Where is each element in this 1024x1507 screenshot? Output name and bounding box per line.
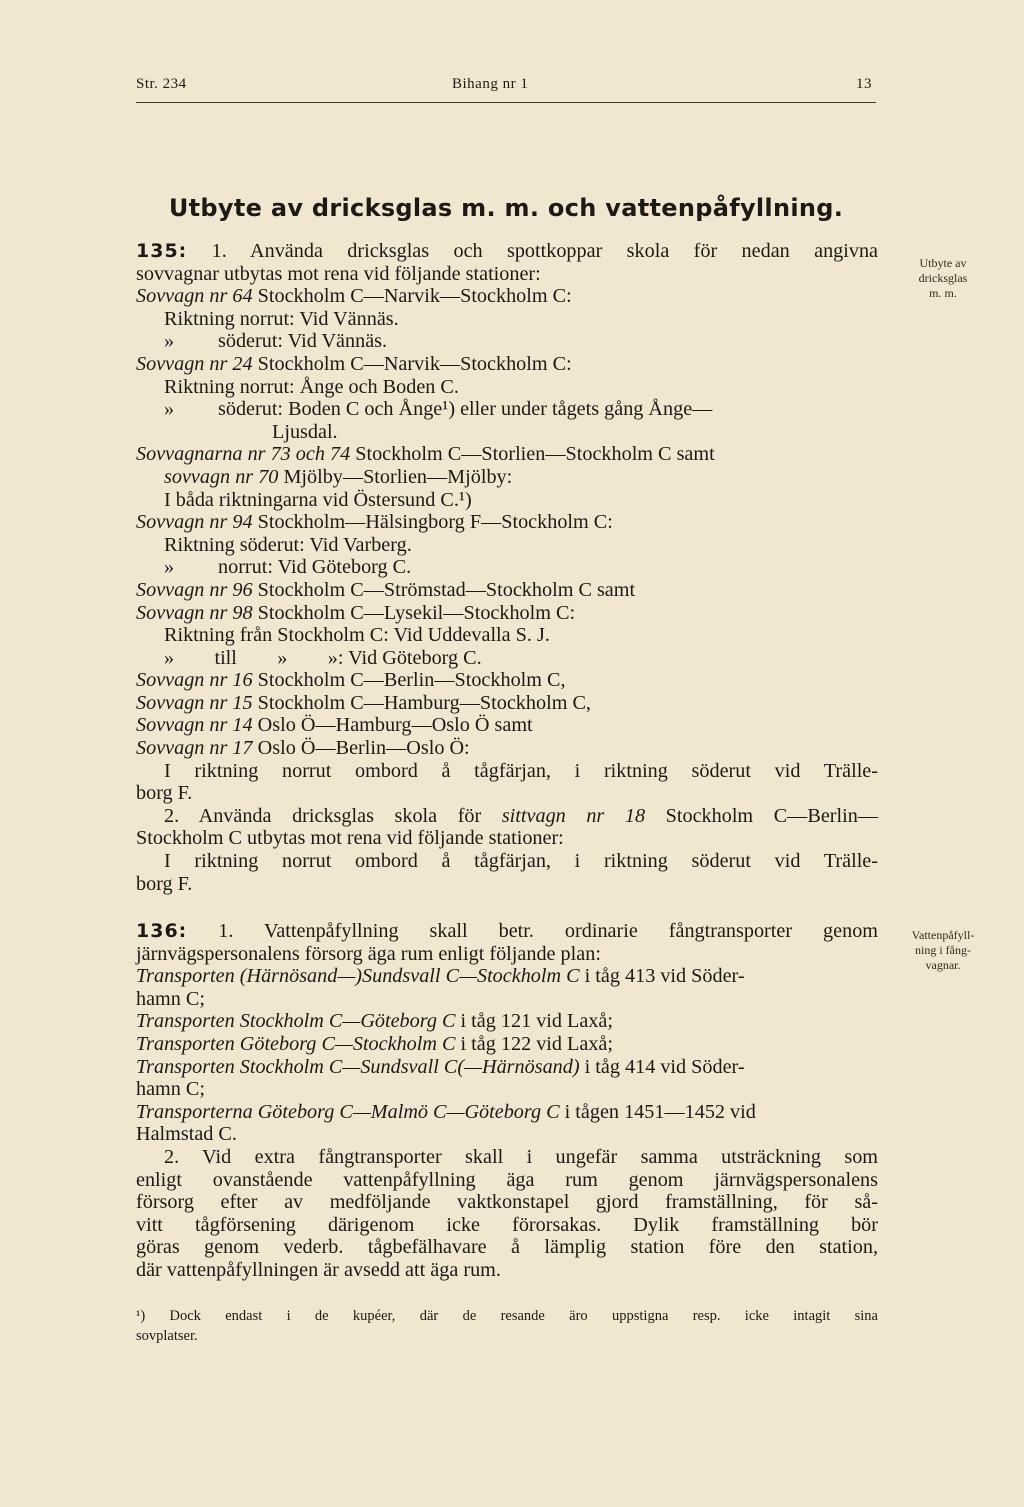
s135-route: Sovvagn nr 96 Stockholm C—Strömstad—Stockholm C samt [136,578,636,601]
s136-line: hamn C; [136,987,205,1010]
s136-line: där vattenpåfyllningen är avsedd att äga rum. [136,1258,501,1281]
s136-line: järnvägspersonalens försorg äga rum enligt följande plan: [136,942,601,965]
margin-note-135: Utbyte av dricksglas m. m. [918,256,968,300]
s136-transport: Transporten Göteborg C—Stockholm C i tåg 122 vid Laxå; [136,1032,614,1055]
s135-direction: » norrut: Vid Göteborg C. [164,556,412,579]
header-rule [136,102,876,103]
section-136 [136,920,878,1282]
s135-line: 135: 1. Använda dricksglas och spottkoppar skola för nedan angivna [136,240,879,262]
s136-transport: Transporten (Härnösand—)Sundsvall C—Stockholm C i tåg 413 vid Söder- [136,965,745,988]
s135-direction: Riktning från Stockholm C: Vid Uddevalla S. J. [164,624,550,647]
s135-direction: Riktning söderut: Vid Varberg. [164,533,412,556]
s136-paragraph-2: 2. Vid extra fångtransporter skall i ungefär samma utsträckning som [164,1145,878,1168]
s136-line: göras genom vederb. tågbefälhavare å lämplig station före den station, [136,1236,878,1259]
s135-route: Sovvagn nr 16 Stockholm C—Berlin—Stockholm C, [136,669,566,692]
s135-direction: I riktning norrut ombord å tågfärjan, i riktning söderut vid Trälle- [164,759,878,782]
s135-direction: I båda riktningarna vid Östersund C.¹) [164,488,472,511]
section-number: 135: [136,240,188,262]
header-left: Str. 234 [136,76,187,92]
s135-direction: » söderut: Boden C och Ånge¹) eller under tågets gång Ånge— [164,398,713,421]
s136-transport: Transporterna Göteborg C—Malmö C—Göteborg C i tågen 1451—1452 vid [136,1100,756,1123]
footnote: ¹) Dock endast i de kupéer, där de resande äro uppstigna resp. icke intagit sina sovplatser. [136,1308,878,1344]
page-number: 13 [856,76,872,92]
s135-route: Sovvagn nr 64 Stockholm C—Narvik—Stockholm C: [136,285,572,308]
header-center: Bihang nr 1 [452,76,529,92]
s136-line: enligt ovanstående vattenpåfyllning äga rum genom järnvägspersonalens [136,1168,878,1191]
s135-route: Sovvagn nr 24 Stockholm C—Narvik—Stockholm C: [136,352,572,375]
s135-route: Sovvagn nr 17 Oslo Ö—Berlin—Oslo Ö: [136,737,470,760]
section-135 [136,240,878,895]
s135-route: sovvagn nr 70 Mjölby—Storlien—Mjölby: [164,465,513,488]
s135-route: Sovvagnarna nr 73 och 74 Stockholm C—Storlien—Stockholm C samt [136,443,715,466]
s136-line: vitt tågförsening därigenom icke förorsakas. Dylik framställning bör [136,1213,878,1236]
s135-line: I riktning norrut ombord å tågfärjan, i riktning söderut vid Trälle- [164,850,878,873]
s135-direction: » till » »: Vid Göteborg C. [164,646,482,669]
s135-line: sovvagnar utbytas mot rena vid följande stationer: [136,262,541,285]
page-title: Utbyte av dricksglas m. m. och vattenpåfyllning. [168,194,844,222]
s136-line: försorg efter av medföljande vaktkonstapel gjord framställning, för så- [136,1191,878,1214]
s135-paragraph-2: 2. Använda dricksglas skola för sittvagn nr 18 Stockholm C—Berlin— [164,804,879,827]
s136-line: hamn C; [136,1078,205,1101]
s136-transport: Transporten Stockholm C—Sundsvall C(—Härnösand) i tåg 414 vid Söder- [136,1055,745,1078]
margin-note-136: Vattenpåfyll- ning i fång- vagnar. [911,928,975,972]
s135-line: borg F. [136,872,193,895]
s135-route: Sovvagn nr 15 Stockholm C—Hamburg—Stockholm C, [136,691,591,714]
s135-route: Sovvagn nr 14 Oslo Ö—Hamburg—Oslo Ö samt [136,714,533,737]
section-number: 136: [136,920,188,942]
s136-line: Halmstad C. [136,1123,237,1146]
s135-line: Stockholm C utbytas mot rena vid följande stationer: [136,827,564,850]
s135-direction: borg F. [136,782,193,805]
s135-direction: » söderut: Vid Vännäs. [164,330,388,353]
s135-direction: Riktning norrut: Vid Vännäs. [164,307,399,330]
s135-direction: Ljusdal. [272,420,338,443]
s135-route: Sovvagn nr 98 Stockholm C—Lysekil—Stockholm C: [136,601,576,624]
s136-transport: Transporten Stockholm C—Göteborg C i tåg 121 vid Laxå; [136,1010,614,1033]
s135-direction: Riktning norrut: Ånge och Boden C. [164,375,459,398]
s135-route: Sovvagn nr 94 Stockholm—Hälsingborg F—Stockholm C: [136,511,613,534]
s136-line: 136: 1. Vattenpåfyllning skall betr. ordinarie fångtransporter genom [136,920,878,942]
